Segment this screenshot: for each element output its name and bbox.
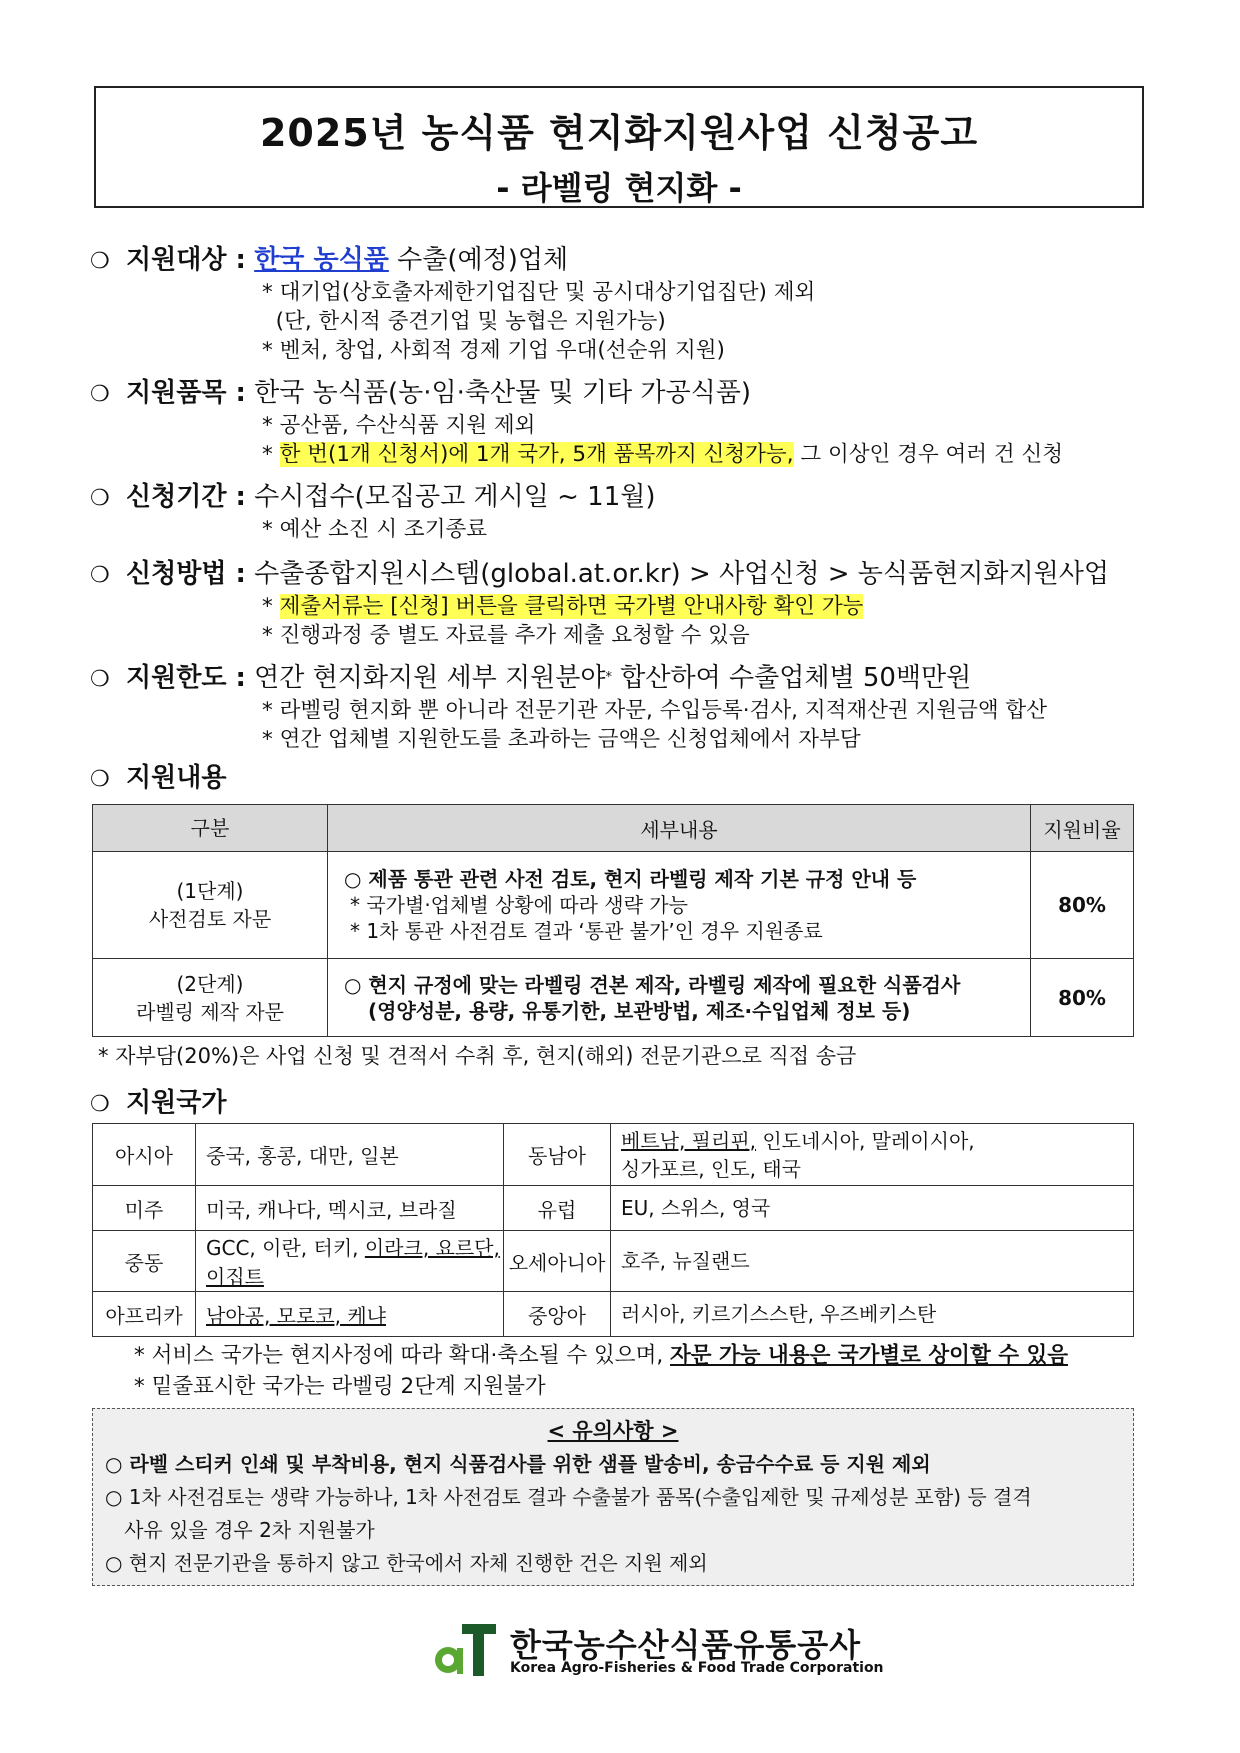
section-method bbox=[90, 556, 1109, 594]
region-cell: 동남아 bbox=[504, 1124, 611, 1186]
table-row bbox=[93, 1186, 1134, 1231]
section-items bbox=[90, 375, 751, 413]
caution-item: ○ 라벨 스티커 인쇄 및 부착비용, 현지 식품검사를 위한 샘플 발송비, 송금수수료 등 지원 제외 bbox=[105, 1452, 931, 1476]
note: * 공산품, 수산식품 지원 제외 bbox=[262, 413, 536, 438]
page-subtitle: - 라벨링 현지화 - bbox=[496, 169, 742, 207]
country-note: * 밑줄표시한 국가는 라벨링 2단계 지원불가 bbox=[134, 1374, 546, 1399]
note-highlighted bbox=[262, 592, 863, 621]
detail-sub: * 1차 통관 사전검토 결과 ‘통관 불가’인 경우 지원종료 bbox=[350, 919, 823, 943]
support-table bbox=[92, 804, 1134, 1037]
org-name-korean: 한국농수산식품유통공사 bbox=[510, 1626, 862, 1664]
section-label: 지원대상 : bbox=[126, 245, 246, 275]
country-note-text: * 서비스 국가는 현지사정에 따라 확대·축소될 수 있으며, bbox=[134, 1343, 671, 1368]
stage-name: 라벨링 제작 자문 bbox=[136, 999, 284, 1024]
table-header: 세부내용 bbox=[328, 805, 1031, 852]
section-label: 지원국가 bbox=[126, 1088, 227, 1118]
section-bullet: ❍ bbox=[90, 563, 110, 588]
section-text: 수출종합지원시스템(global.at.or.kr) > 사업신청 > 농식품현지화지원사업 bbox=[245, 559, 1109, 589]
note-suffix: 그 이상인 경우 여러 건 신청 bbox=[793, 442, 1063, 467]
stage-cell bbox=[93, 959, 328, 1037]
note: * 예산 소진 시 조기종료 bbox=[262, 517, 488, 542]
section-text: 합산하여 수출업체별 50백만원 bbox=[612, 663, 972, 693]
section-label: 지원한도 : bbox=[126, 663, 246, 693]
countries-cell bbox=[611, 1124, 1134, 1186]
detail-sub: * 국가별·업체별 상황에 따라 생략 가능 bbox=[350, 893, 688, 917]
region-cell: 오세아니아 bbox=[504, 1231, 611, 1292]
target-highlight: 한국 농식품 bbox=[254, 245, 389, 275]
unsupported-countries: 이라크, 요르단, 이집트 bbox=[206, 1236, 500, 1289]
stage-name: 사전검토 자문 bbox=[148, 907, 272, 931]
caution-item: ○ 1차 사전검토는 생략 가능하나, 1차 사전검토 결과 수출불가 품목(수출입제한 및 규제성분 포함) 등 결격 bbox=[105, 1485, 1032, 1509]
section-label: 신청기간 : bbox=[126, 482, 246, 512]
table-row bbox=[93, 1231, 1134, 1292]
section-bullet: ❍ bbox=[90, 382, 110, 407]
note-highlighted bbox=[262, 440, 1063, 469]
caution-item: 사유 있을 경우 2차 지원불가 bbox=[105, 1518, 375, 1542]
region-cell: 중앙아 bbox=[504, 1292, 611, 1337]
section-content bbox=[90, 760, 226, 798]
note: * 진행과정 중 별도 자료를 추가 제출 요청할 수 있음 bbox=[262, 623, 750, 648]
org-name-english: Korea Agro-Fisheries & Food Trade Corporation bbox=[510, 1660, 884, 1676]
section-target bbox=[90, 242, 568, 280]
section-bullet: ❍ bbox=[90, 667, 110, 692]
detail-main: ○ 현지 규정에 맞는 라벨링 견본 제작, 라벨링 제작에 필요한 식품검사 bbox=[344, 972, 961, 997]
section-bullet: ❍ bbox=[90, 1092, 110, 1117]
note: * 벤처, 창업, 사회적 경제 기업 우대(선순위 지원) bbox=[262, 338, 725, 363]
country-note-emphasis: 자문 가능 내용은 국가별로 상이할 수 있음 bbox=[670, 1343, 1069, 1368]
note: (단, 한시적 중견기업 및 농협은 지원가능) bbox=[262, 309, 666, 334]
region-cell: 아프리카 bbox=[93, 1292, 196, 1337]
table-row bbox=[93, 959, 1134, 1037]
table-header: 구분 bbox=[93, 805, 328, 852]
section-label: 지원내용 bbox=[126, 763, 227, 793]
section-label: 지원품목 : bbox=[126, 378, 246, 408]
countries-cell bbox=[196, 1292, 504, 1337]
region-cell: 유럽 bbox=[504, 1186, 611, 1231]
section-bullet: ❍ bbox=[90, 767, 110, 792]
countries-cell: EU, 스위스, 영국 bbox=[611, 1186, 1134, 1231]
stage-cell bbox=[93, 852, 328, 959]
note: * 연간 업체별 지원한도를 초과하는 금액은 신청업체에서 자부담 bbox=[262, 727, 861, 752]
region-cell: 아시아 bbox=[93, 1124, 196, 1186]
countries-cell bbox=[196, 1231, 504, 1292]
section-bullet: ❍ bbox=[90, 249, 110, 274]
countries-text: 인도네시아, 말레이시아, bbox=[756, 1128, 975, 1153]
section-text: 수시접수(모집공고 게시일 ~ 11월) bbox=[245, 482, 656, 512]
at-logo-icon bbox=[432, 1620, 498, 1680]
countries-cell: 미국, 캐나다, 멕시코, 브라질 bbox=[196, 1186, 504, 1231]
ratio-cell: 80% bbox=[1031, 852, 1134, 959]
unsupported-countries: 남아공, 모로코, 케냐 bbox=[206, 1303, 386, 1328]
page-title: 2025년 농식품 현지화지원사업 신청공고 bbox=[259, 111, 979, 155]
detail-cell bbox=[328, 959, 1031, 1037]
highlight-text: 한 번(1개 신청서)에 1개 국가, 5개 품목까지 신청가능, bbox=[279, 442, 794, 467]
stage-number: (2단계) bbox=[176, 971, 244, 996]
table-footnote: * 자부담(20%)은 사업 신청 및 견적서 수취 후, 현지(해외) 전문기관으로 직접 송금 bbox=[98, 1044, 857, 1068]
table-row bbox=[93, 1292, 1134, 1337]
title-box bbox=[94, 86, 1144, 208]
section-text: 연간 현지화지원 세부 지원분야 bbox=[245, 663, 606, 693]
section-label: 신청방법 : bbox=[126, 559, 246, 589]
countries-cell: 중국, 홍콩, 대만, 일본 bbox=[196, 1124, 504, 1186]
region-cell: 미주 bbox=[93, 1186, 196, 1231]
table-row bbox=[93, 852, 1134, 959]
note-prefix: * bbox=[262, 594, 280, 619]
detail-main: ○ 제품 통관 관련 사전 검토, 현지 라벨링 제작 기본 규정 안내 등 bbox=[344, 867, 917, 891]
countries-text: GCC, 이란, 터키, bbox=[206, 1236, 365, 1260]
detail-cell bbox=[328, 852, 1031, 959]
country-table bbox=[92, 1123, 1134, 1337]
section-text: 수출(예정)업체 bbox=[388, 245, 569, 275]
caution-item: ○ 현지 전문기관을 통하지 않고 한국에서 자체 진행한 건은 지원 제외 bbox=[105, 1551, 708, 1575]
countries-cell: 호주, 뉴질랜드 bbox=[611, 1231, 1134, 1292]
detail-sub: (영양성분, 용량, 유통기한, 보관방법, 제조·수입업체 정보 등) bbox=[368, 998, 911, 1023]
unsupported-countries: 베트남, 필리핀, bbox=[621, 1128, 756, 1153]
note: * 대기업(상호출자제한기업집단 및 공시대상기업집단) 제외 bbox=[262, 280, 816, 305]
section-period bbox=[90, 479, 656, 517]
org-logo bbox=[432, 1620, 884, 1680]
section-bullet: ❍ bbox=[90, 486, 110, 511]
footnote-mark: * bbox=[605, 670, 612, 685]
countries-text: 싱가포르, 인도, 태국 bbox=[621, 1156, 801, 1181]
table-row bbox=[93, 1124, 1134, 1186]
caution-box bbox=[92, 1408, 1134, 1586]
section-countries bbox=[90, 1085, 226, 1123]
countries-cell: 러시아, 키르기스스탄, 우즈베키스탄 bbox=[611, 1292, 1134, 1337]
stage-number: (1단계) bbox=[176, 879, 244, 903]
table-header-row bbox=[93, 805, 1134, 852]
section-limit bbox=[90, 660, 971, 698]
country-note bbox=[134, 1341, 1068, 1370]
note-prefix: * bbox=[262, 442, 280, 467]
highlight-text: 제출서류는 [신청] 버튼을 클릭하면 국가별 안내사항 확인 가능 bbox=[279, 594, 864, 619]
note: * 라벨링 현지화 뿐 아니라 전문기관 자문, 수입등록·검사, 지적재산권 지원금액 합산 bbox=[262, 698, 1047, 723]
section-text: 한국 농식품(농·임·축산물 및 기타 가공식품) bbox=[245, 378, 752, 408]
region-cell: 중동 bbox=[93, 1231, 196, 1292]
caution-title: < 유의사항 > bbox=[547, 1419, 679, 1443]
table-header: 지원비율 bbox=[1031, 805, 1134, 852]
ratio-cell: 80% bbox=[1031, 959, 1134, 1037]
